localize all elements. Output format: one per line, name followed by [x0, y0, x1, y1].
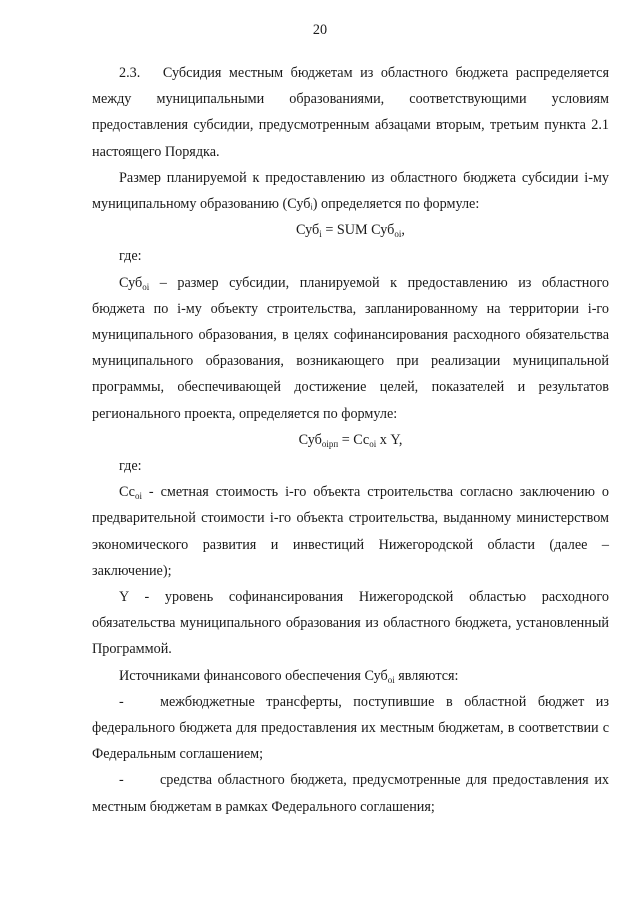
- where-text: где:: [119, 458, 142, 475]
- definition-text: - сметная стоимость i-го объекта строительства согласно заключению о предварительной стоимости i-го объекта строительства, выданному министерством экономического развития и инвестиций Нижегородской области (далее – заключение);: [92, 484, 609, 579]
- paragraph-size: [92, 165, 609, 217]
- page-number: 20: [312, 22, 328, 38]
- document-body: [92, 60, 609, 820]
- term-text: Суб: [119, 274, 143, 291]
- paragraph-cc-oi: [92, 479, 609, 584]
- list-item-text: средства областного бюджета, предусмотренные для предоставления их местным бюджетам в рамках Федерального соглашения;: [92, 772, 609, 815]
- formula-2-part: = Сс: [338, 431, 370, 448]
- formula-2-sub: oipп: [321, 438, 339, 449]
- formula-1-sub: oi: [394, 229, 402, 240]
- formula-1: [92, 217, 609, 243]
- list-dash: -: [119, 772, 124, 789]
- formula-1-part: ,: [401, 222, 405, 239]
- where-label-2: [92, 453, 609, 479]
- term-sub: oi: [387, 674, 395, 685]
- paragraph-2-3-text: 2.3. Субсидия местным бюджетам из областного бюджета распределяется между муниципальными образованиями, соответствующими условиям предоставления субсидии, предусмотренным абзацами вторым, третьим пункта 2.1 настоящего Порядка.: [92, 65, 609, 160]
- paragraph-2-3: [92, 60, 609, 165]
- formula-1-part: = SUM Суб: [321, 222, 395, 239]
- list-dash: -: [119, 693, 124, 710]
- term-text: Сс: [119, 484, 135, 501]
- term-sub: oi: [142, 281, 150, 292]
- definition-text: – размер субсидии, планируемой к предоставлению из областного бюджета по i-му объекту строительства, запланированному на территории i-го муниципального образования, в целях софинансирования расходного обязательства муниципального образования, возникающего при реализации муниципальной программы, обеспечивающей достижение целей, показателей и результатов регионального проекта, определяется по формуле:: [92, 274, 609, 422]
- formula-2-part: х Y,: [376, 431, 403, 448]
- paragraph-size-text: Размер планируемой к предоставлению из областного бюджета субсидии i-му муниципальному образованию (Субᵢ) определяется по формуле:: [92, 169, 609, 213]
- paragraph-y: [92, 584, 609, 663]
- list-item-text: межбюджетные трансферты, поступившие в областной бюджет из федерального бюджета для предоставления их местным бюджетам, в соответствии с Федеральным соглашением;: [92, 693, 609, 763]
- paragraph-sub-oi: [92, 270, 609, 427]
- formula-1-part: Суб: [296, 222, 320, 239]
- definition-text: Y - уровень софинансирования Нижегородской областью расходного обязательства муниципального образования из областного бюджета, установленный Программой.: [92, 589, 609, 658]
- sources-text: Источниками финансового обеспечения Суб: [119, 667, 388, 684]
- sources-text: являются:: [394, 667, 459, 684]
- formula-1-sub: i: [319, 229, 322, 240]
- list-item-2: [92, 767, 609, 819]
- paragraph-sources: [92, 663, 609, 689]
- list-item-1: [92, 689, 609, 768]
- formula-2-sub: oi: [369, 438, 377, 449]
- where-text: где:: [119, 248, 142, 265]
- formula-2-part: Суб: [298, 431, 322, 448]
- term-sub: oi: [134, 491, 142, 502]
- formula-2: [92, 427, 609, 453]
- where-label-1: [92, 243, 609, 269]
